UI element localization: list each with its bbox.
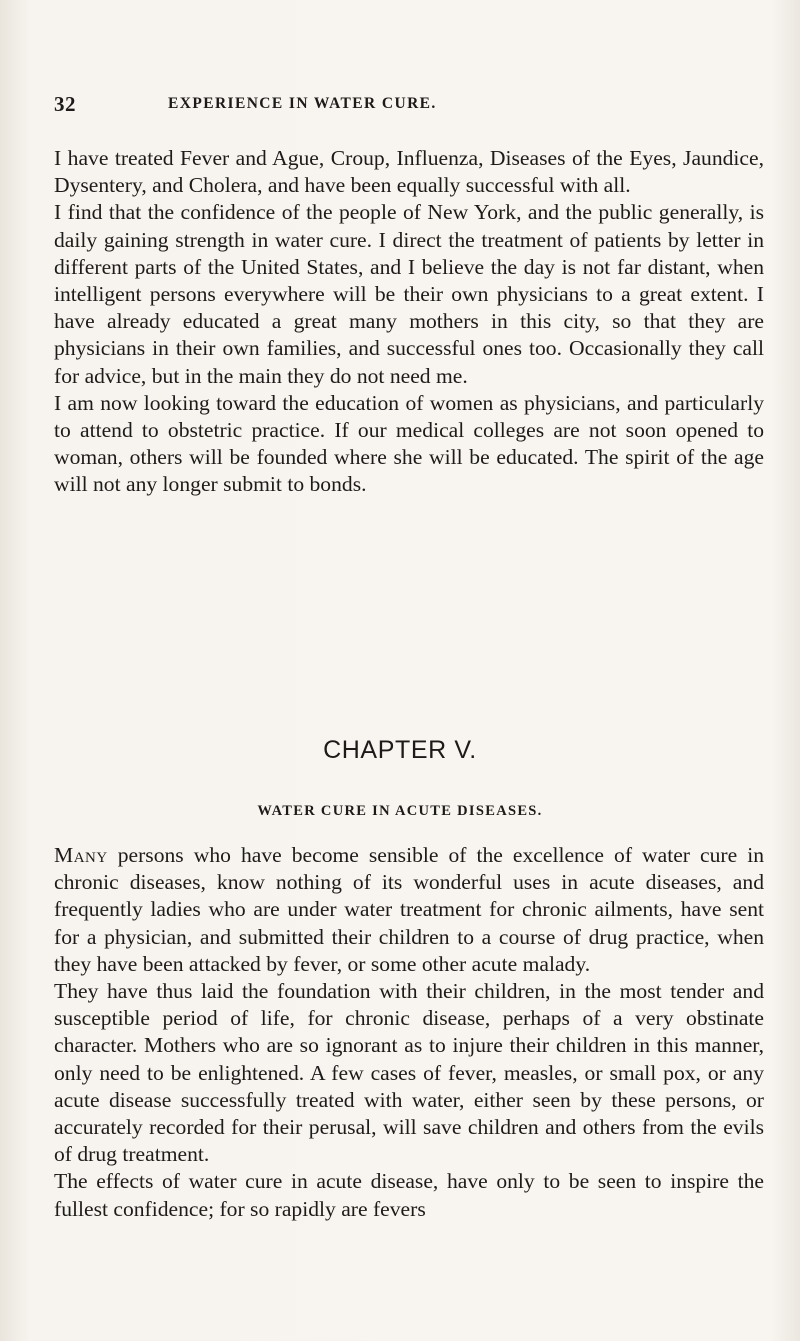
paragraph-3: I am now looking toward the education of women as physicians, and particularly to attend to obstetric practice. If our medical colleges are not soon opened to woman, others will be founded where she will be educated. The spirit of the age will not any longer submit to bonds. [54, 390, 764, 497]
running-head-title: EXPERIENCE IN WATER CURE. [168, 95, 437, 112]
chapter-title: CHAPTER V. [323, 736, 477, 764]
body-text-bottom [54, 842, 764, 1223]
running-head [54, 92, 774, 122]
paragraph-5: They have thus laid the foundation with their children, in the most tender and susceptible period of life, for chronic disease, perhaps of a very obstinate character. Mothers who are so ignorant as to injure their children in this manner, only need to be enlightened. A few cases of fever, measles, or small pox, or any acute disease successfully treated with water, either seen by these persons, or accurately recorded for their perusal, will save children and others from the evils of drug treatment. [54, 979, 764, 1167]
chapter-subtitle: WATER CURE IN ACUTE DISEASES. [257, 803, 543, 819]
paragraph-4-text: persons who have become sensible of the excellence of water cure in chronic diseases, know nothing of its wonderful uses in acute diseases, and frequently ladies who are under water treatment for chronic ailments, have sent for a physician, and submitted their children to a course of drug practice, when they have been attacked by fever, or some other acute malady. [54, 843, 764, 976]
paragraph-2: I find that the confidence of the people of New York, and the public generally, is daily gaining strength in water cure. I direct the treatment of patients by letter in different parts of the United States, and I believe the day is not far distant, when intelligent persons everywhere will be their own physicians to a great extent. I have already educated a great many mothers in this city, so that they are physicians in their own families, and successful ones too. Occasionally they call for advice, but in the main they do not need me. [54, 200, 764, 388]
paragraph-6: The effects of water cure in acute disease, have only to be seen to inspire the fullest confidence; for so rapidly are fevers [54, 1169, 764, 1221]
body-text-top [54, 145, 764, 499]
page-number: 32 [54, 92, 76, 116]
paragraph-4-lead-word: Many [54, 843, 108, 867]
paragraph-4 [54, 842, 764, 978]
paragraph-1: I have treated Fever and Ague, Croup, Influenza, Diseases of the Eyes, Jaundice, Dysentery, and Cholera, and have been equally successful with all. [54, 146, 764, 198]
